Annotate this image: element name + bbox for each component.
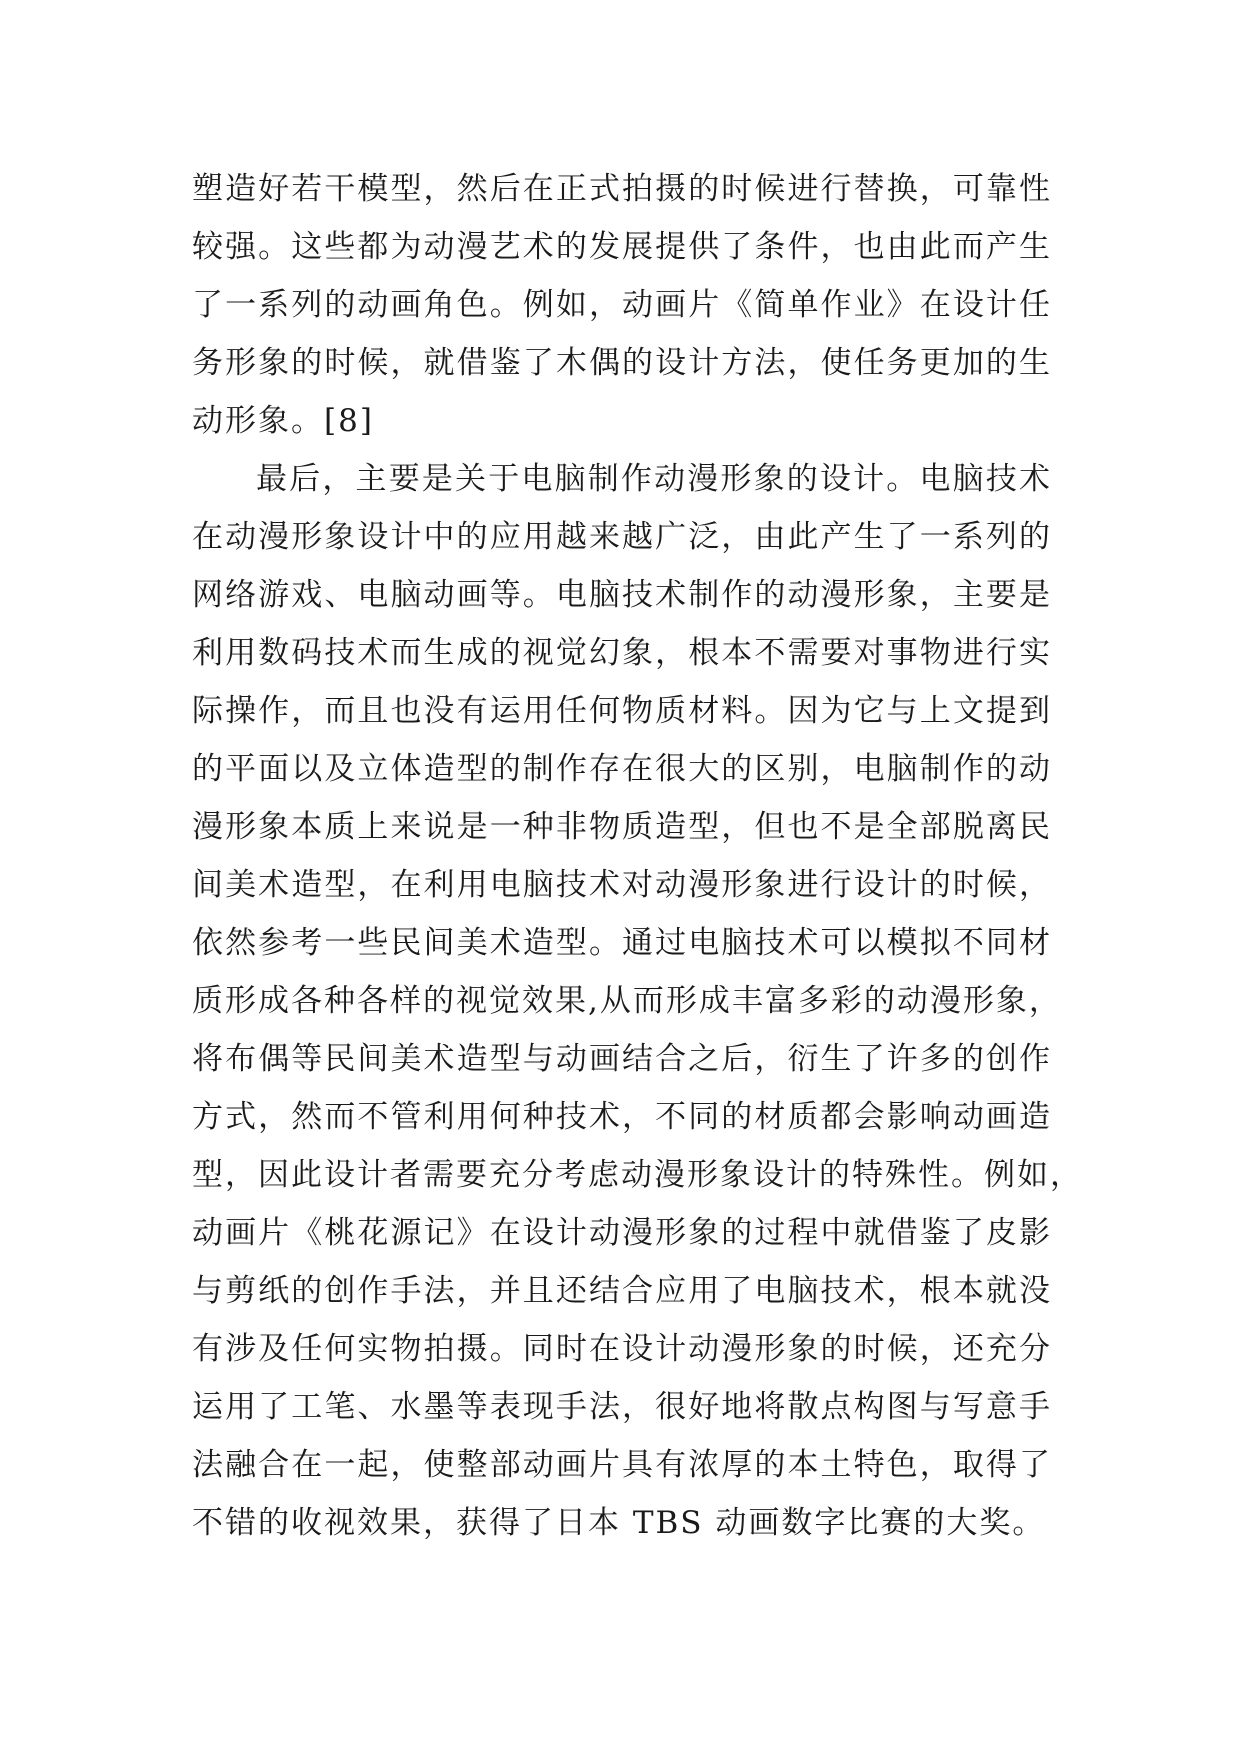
text-line: 与剪纸的创作手法，并且还结合应用了电脑技术，根本就没	[192, 1273, 1052, 1309]
text-line: 依然参考一些民间美术造型。通过电脑技术可以模拟不同材	[192, 925, 1052, 961]
text-line: 有涉及任何实物拍摄。同时在设计动漫形象的时候，还充分	[192, 1331, 1052, 1367]
text-line: 间美术造型，在利用电脑技术对动漫形象进行设计的时候，	[192, 867, 1052, 903]
text-line: 质形成各种各样的视觉效果,从而形成丰富多彩的动漫形象，	[192, 983, 1062, 1019]
paragraph-2	[192, 450, 1083, 1552]
text-line: 利用数码技术而生成的视觉幻象，根本不需要对事物进行实	[192, 635, 1052, 671]
text-line: 不错的收视效果，获得了日本 TBS 动画数字比赛的大奖。	[192, 1505, 1046, 1541]
text-line: 漫形象本质上来说是一种非物质造型，但也不是全部脱离民	[192, 809, 1052, 845]
text-line: 最后，主要是关于电脑制作动漫形象的设计。电脑技术	[256, 461, 1052, 497]
text-line: 网络游戏、电脑动画等。电脑技术制作的动漫形象，主要是	[192, 577, 1052, 613]
text-line: 运用了工笔、水墨等表现手法，很好地将散点构图与写意手	[192, 1389, 1052, 1425]
text-line: 较强。这些都为动漫艺术的发展提供了条件，也由此而产生	[192, 229, 1052, 265]
text-line: 动画片《桃花源记》在设计动漫形象的过程中就借鉴了皮影	[192, 1215, 1052, 1251]
text-line: 型，因此设计者需要充分考虑动漫形象设计的特殊性。例如，	[192, 1157, 1083, 1193]
text-line: 的平面以及立体造型的制作存在很大的区别，电脑制作的动	[192, 751, 1052, 787]
text-line: 动形象。[8]	[192, 403, 374, 439]
body-text	[192, 160, 1083, 1552]
text-line: 塑造好若干模型，然后在正式拍摄的时候进行替换，可靠性	[192, 171, 1052, 207]
text-line: 务形象的时候，就借鉴了木偶的设计方法，使任务更加的生	[192, 345, 1052, 381]
text-line: 法融合在一起，使整部动画片具有浓厚的本土特色，取得了	[192, 1447, 1052, 1483]
text-line: 将布偶等民间美术造型与动画结合之后，衍生了许多的创作	[192, 1041, 1052, 1077]
text-line: 在动漫形象设计中的应用越来越广泛，由此产生了一系列的	[192, 519, 1052, 555]
text-line: 方式，然而不管利用何种技术，不同的材质都会影响动画造	[192, 1099, 1052, 1135]
text-line: 了一系列的动画角色。例如，动画片《简单作业》在设计任	[192, 287, 1052, 323]
paragraph-1	[192, 160, 1052, 450]
text-line: 际操作，而且也没有运用任何物质材料。因为它与上文提到	[192, 693, 1052, 729]
